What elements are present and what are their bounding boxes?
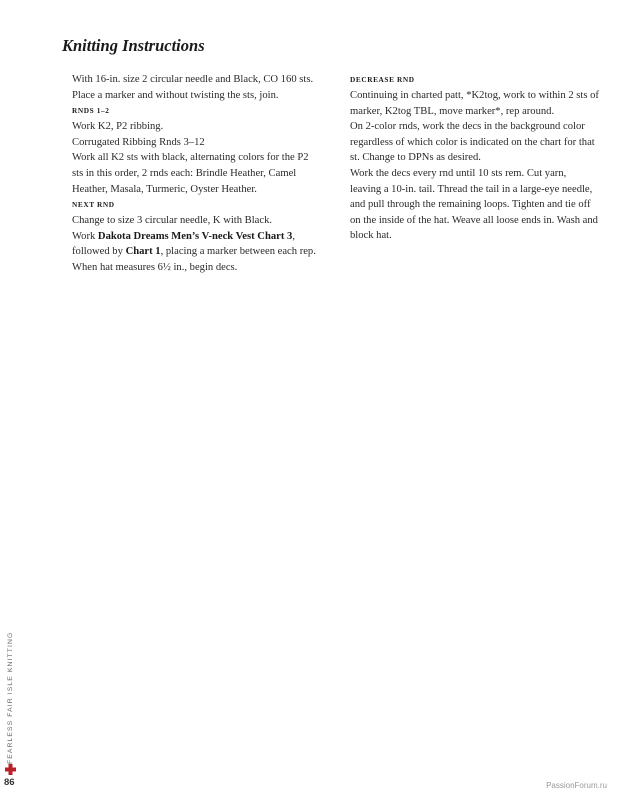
rnds-heading: RNDS 1–2 [72,106,110,116]
next-followed-text: , followed by [72,230,295,258]
next-rnd-line-3: When hat measures 6½ in., begin decs. [72,261,238,273]
decrease-paragraph-1: Continuing in charted patt, *K2tog, work to within 2 sts of marker, K2tog TBL, move marker*, rep around. [350,90,599,117]
next-rest-text: , placing a marker between each rep. [160,246,316,258]
rnds-line-2: Corrugated Ribbing Rnds 3–12 [72,136,205,148]
decrease-rnd-heading: DECREASE RND [350,75,415,84]
plus-cross-icon [5,764,16,775]
book-title: FEARLESS FAIR ISLE KNITTING [7,631,14,764]
chart-3-name: Dakota Dreams Men’s V-neck Vest Chart 3 [97,230,293,242]
next-rnd-line-2 [72,229,322,260]
page-number: 86 [4,777,15,788]
watermark: PassionForum.ru [546,781,607,790]
chart-1-name: Chart 1 [125,246,161,258]
decrease-paragraph-2: On 2-color rnds, work the decs in the background color regardless of which color is indicated on the chart for that st. Change to DPNs as desired. [350,121,595,164]
left-column [72,72,322,276]
rnds-line-1: Work K2, P2 ribbing. [72,121,164,133]
next-rnd-heading: NEXT RND [72,200,115,210]
intro-paragraph: With 16-in. size 2 circular needle and Black, CO 160 sts. Place a marker and without twisting the sts, join. [72,74,314,101]
rnds-line-3: Work all K2 sts with black, alternating colors for the P2 sts in this order, 2 rnds each: Brindle Heather, Camel Heather, Masala, Turmeric, Oyster Heather. [72,152,309,195]
decrease-paragraph-3: Work the decs every rnd until 10 sts rem. Cut yarn, leaving a 10-in. tail. Thread the tail in a large-eye needle, and pull through the remaining loops. Tighten and tie off on the inside of the hat. Weave all loose ends in. Wash and block hat. [350,167,598,242]
book-title-sidebar [3,614,17,764]
page-title: Knitting Instructions [62,36,205,55]
right-column [350,72,600,244]
next-work-text: Work [72,230,98,242]
next-rnd-line-1: Change to size 3 circular needle, K with Black. [72,215,273,227]
